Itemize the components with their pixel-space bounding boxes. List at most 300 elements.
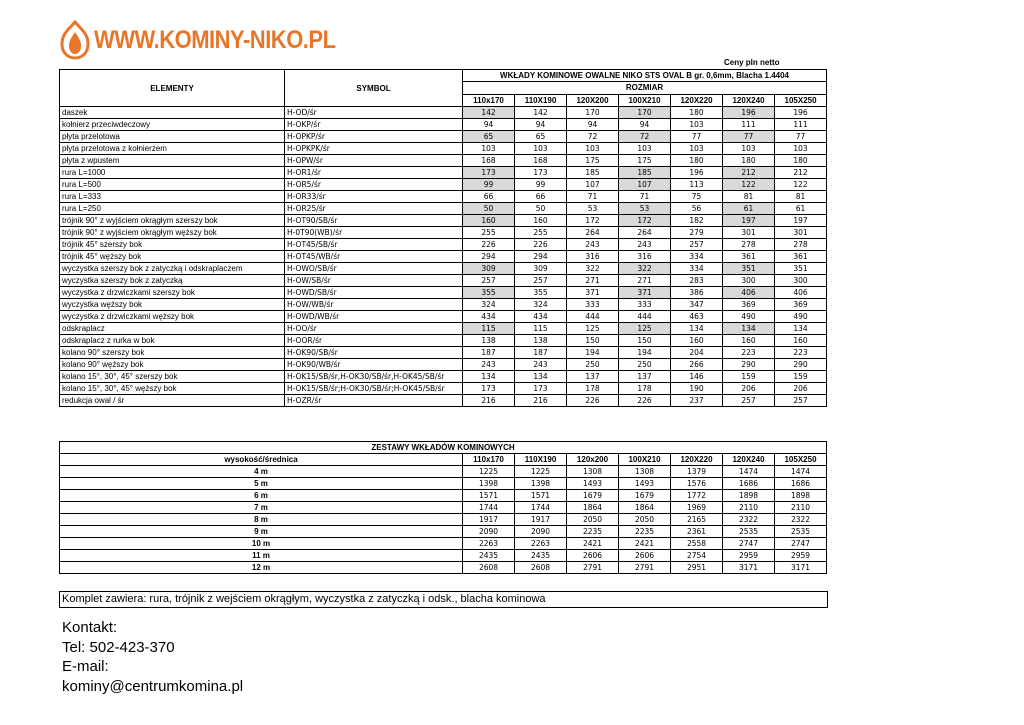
price-cell: 111	[723, 119, 775, 131]
price-cell: 150	[619, 335, 671, 347]
price-cell: 324	[515, 299, 567, 311]
price-cell: 168	[463, 155, 515, 167]
price-cell: 77	[775, 131, 827, 143]
table-row	[60, 538, 827, 550]
element-name: rura L=250	[60, 203, 285, 215]
element-symbol: H-OOR/śr	[285, 335, 463, 347]
element-symbol: H-OR1/śr	[285, 167, 463, 179]
contact-phone: Tel: 502-423-370	[62, 638, 175, 656]
element-name: rura L=333	[60, 191, 285, 203]
flame-logo-icon	[58, 20, 92, 60]
price-cell: 122	[775, 179, 827, 191]
price-cell: 226	[463, 239, 515, 251]
price-cell: 180	[775, 155, 827, 167]
price-cell: 322	[619, 263, 671, 275]
price-cell: 137	[567, 371, 619, 383]
element-symbol: H-OK15/SB/śr;H-OK30/SB/śr;H-OK45/SB/śr	[285, 383, 463, 395]
logo-text: WWW.KOMINY-NIKO.PL	[94, 25, 336, 54]
price-cell: 81	[723, 191, 775, 203]
element-name: wyczystka szerszy bok z zatyczką	[60, 275, 285, 287]
price-cell: 71	[619, 191, 671, 203]
elements-price-table	[59, 69, 827, 407]
table-row	[60, 347, 827, 359]
price-cell: 463	[671, 311, 723, 323]
price-cell: 125	[567, 323, 619, 335]
element-name: kolano 15°, 30°, 45° szerszy bok	[60, 371, 285, 383]
price-cell: 1917	[463, 514, 515, 526]
price-cell: 160	[671, 335, 723, 347]
price-cell: 2959	[723, 550, 775, 562]
size-header: 110X190	[515, 94, 567, 106]
table-row	[60, 119, 827, 131]
price-cell: 271	[619, 275, 671, 287]
price-cell: 278	[723, 239, 775, 251]
price-cell: 170	[619, 107, 671, 119]
price-cell: 294	[515, 251, 567, 263]
price-cell: 160	[515, 215, 567, 227]
price-cell: 50	[515, 203, 567, 215]
price-cell: 107	[619, 179, 671, 191]
price-cell: 1864	[567, 502, 619, 514]
price-cell: 99	[515, 179, 567, 191]
size-header: 105X250	[775, 454, 827, 466]
price-cell: 283	[671, 275, 723, 287]
price-cell: 61	[775, 203, 827, 215]
price-cell: 2165	[671, 514, 723, 526]
price-cell: 1225	[515, 466, 567, 478]
price-cell: 301	[723, 227, 775, 239]
price-cell: 146	[671, 371, 723, 383]
table-row	[60, 179, 827, 191]
size-header: 120X240	[723, 94, 775, 106]
price-cell: 2110	[723, 502, 775, 514]
price-cell: 94	[567, 119, 619, 131]
price-cell: 257	[775, 395, 827, 407]
price-cell: 223	[723, 347, 775, 359]
price-cell: 2791	[619, 562, 671, 574]
price-cell: 94	[463, 119, 515, 131]
price-cell: 160	[775, 335, 827, 347]
price-cell: 134	[723, 323, 775, 335]
price-cell: 1474	[775, 466, 827, 478]
table-row	[60, 215, 827, 227]
price-cell: 347	[671, 299, 723, 311]
table-row	[60, 490, 827, 502]
element-symbol: H-OZR/śr	[285, 395, 463, 407]
element-name: daszek	[60, 107, 285, 119]
element-symbol: H-OPKPK/śr	[285, 143, 463, 155]
element-symbol: H-OWD/SB/śr	[285, 287, 463, 299]
element-name: kolano 90° węższy bok	[60, 359, 285, 371]
price-cell: 172	[567, 215, 619, 227]
price-cell: 138	[515, 335, 567, 347]
element-symbol: H-OK90/SB/śr	[285, 347, 463, 359]
price-cell: 160	[463, 215, 515, 227]
element-symbol: H-OR25/śr	[285, 203, 463, 215]
element-name: wyczystka z drzwiczkami szerszy bok	[60, 287, 285, 299]
price-cell: 2110	[775, 502, 827, 514]
price-cell: 2608	[515, 562, 567, 574]
price-cell: 65	[515, 131, 567, 143]
contact-block	[62, 618, 243, 696]
element-symbol: H-OW/SB/śr	[285, 275, 463, 287]
price-cell: 2322	[775, 514, 827, 526]
price-cell: 333	[619, 299, 671, 311]
element-name: trójnik 45° szerszy bok	[60, 239, 285, 251]
price-cell: 2435	[463, 550, 515, 562]
price-cell: 173	[515, 167, 567, 179]
price-cell: 173	[515, 383, 567, 395]
table-row	[60, 227, 827, 239]
price-cell: 351	[723, 263, 775, 275]
price-cell: 122	[723, 179, 775, 191]
price-cell: 103	[567, 143, 619, 155]
price-cell: 250	[619, 359, 671, 371]
price-cell: 361	[723, 251, 775, 263]
price-cell: 2263	[463, 538, 515, 550]
price-cell: 300	[723, 275, 775, 287]
price-cell: 301	[775, 227, 827, 239]
element-name: wyczystka węższy bok	[60, 299, 285, 311]
price-cell: 172	[619, 215, 671, 227]
table-row	[60, 275, 827, 287]
price-cell: 113	[671, 179, 723, 191]
price-cell: 180	[671, 155, 723, 167]
price-cell: 264	[567, 227, 619, 239]
price-cell: 250	[567, 359, 619, 371]
element-name: wyczystka z drzwiczkami węższy bok	[60, 311, 285, 323]
price-cell: 1686	[723, 478, 775, 490]
price-cell: 72	[619, 131, 671, 143]
element-name: kołnierz przeciwdeczowy	[60, 119, 285, 131]
price-cell: 103	[515, 143, 567, 155]
element-symbol: H-OT45/SB/śr	[285, 239, 463, 251]
price-cell: 2322	[723, 514, 775, 526]
price-cell: 75	[671, 191, 723, 203]
size-header: 120X200	[567, 94, 619, 106]
price-cell: 2050	[619, 514, 671, 526]
price-cell: 2263	[515, 538, 567, 550]
table-row	[60, 131, 827, 143]
element-symbol: H-OPW/śr	[285, 155, 463, 167]
size-header: 110x170	[463, 454, 515, 466]
height-label: 12 m	[60, 562, 463, 574]
price-cell: 66	[463, 191, 515, 203]
price-cell: 3171	[723, 562, 775, 574]
price-cell: 237	[671, 395, 723, 407]
table-row	[60, 251, 827, 263]
price-cell: 138	[463, 335, 515, 347]
price-cell: 316	[619, 251, 671, 263]
price-cell: 1571	[463, 490, 515, 502]
price-cell: 103	[619, 143, 671, 155]
size-header: 105X250	[775, 94, 827, 106]
price-cell: 226	[619, 395, 671, 407]
price-cell: 187	[515, 347, 567, 359]
price-cell: 125	[619, 323, 671, 335]
table2-title: ZESTAWY WKŁADÓW KOMINOWYCH	[60, 442, 827, 454]
brand-logo	[58, 18, 336, 62]
price-cell: 226	[567, 395, 619, 407]
table-row	[60, 562, 827, 574]
price-cell: 185	[619, 167, 671, 179]
price-cell: 65	[463, 131, 515, 143]
price-cell: 190	[671, 383, 723, 395]
table1-title: WKŁADY KOMINOWE OWALNE NIKO STS OVAL B gr. 0,6mm, Blacha 1.4404	[463, 70, 827, 82]
element-symbol: H-OK15/SB/śr,H-OK30/SB/śr,H-OK45/SB/śr	[285, 371, 463, 383]
price-cell: 1493	[567, 478, 619, 490]
element-name: odskraplacz	[60, 323, 285, 335]
table-row	[60, 203, 827, 215]
price-cell: 77	[671, 131, 723, 143]
price-cell: 180	[671, 107, 723, 119]
price-cell: 175	[619, 155, 671, 167]
element-name: kolano 15°, 30°, 45° węższy bok	[60, 383, 285, 395]
price-cell: 1864	[619, 502, 671, 514]
price-cell: 134	[515, 371, 567, 383]
price-cell: 115	[515, 323, 567, 335]
price-cell: 175	[567, 155, 619, 167]
element-name: rura L=1000	[60, 167, 285, 179]
price-cell: 266	[671, 359, 723, 371]
contact-email-label: E-mail:	[62, 658, 109, 675]
price-cell: 1917	[515, 514, 567, 526]
price-cell: 194	[619, 347, 671, 359]
size-header: 110x170	[463, 94, 515, 106]
price-cell: 2090	[463, 526, 515, 538]
price-cell: 1571	[515, 490, 567, 502]
size-header: 120x200	[567, 454, 619, 466]
price-cell: 81	[775, 191, 827, 203]
price-cell: 56	[671, 203, 723, 215]
price-cell: 355	[463, 287, 515, 299]
price-cell: 1225	[463, 466, 515, 478]
price-cell: 243	[463, 359, 515, 371]
price-cell: 2747	[723, 538, 775, 550]
price-cell: 2959	[775, 550, 827, 562]
price-cell: 159	[723, 371, 775, 383]
price-cell: 137	[619, 371, 671, 383]
height-label: 7 m	[60, 502, 463, 514]
element-symbol: H-OK90/WB/śr	[285, 359, 463, 371]
size-header: 110X190	[515, 454, 567, 466]
price-cell: 173	[463, 167, 515, 179]
price-cell: 290	[723, 359, 775, 371]
price-cell: 197	[723, 215, 775, 227]
table-row	[60, 287, 827, 299]
size-header: 120X220	[671, 94, 723, 106]
price-cell: 1398	[515, 478, 567, 490]
price-cell: 71	[567, 191, 619, 203]
price-cell: 134	[671, 323, 723, 335]
price-cell: 290	[775, 359, 827, 371]
price-cell: 1772	[671, 490, 723, 502]
price-cell: 333	[567, 299, 619, 311]
price-cell: 371	[619, 287, 671, 299]
price-cell: 279	[671, 227, 723, 239]
element-symbol: H-OWO/SB/śr	[285, 263, 463, 275]
price-cell: 216	[515, 395, 567, 407]
table-row	[60, 155, 827, 167]
price-cell: 2090	[515, 526, 567, 538]
element-symbol: H-OW/WB/śr	[285, 299, 463, 311]
element-name: kolano 90° szerszy bok	[60, 347, 285, 359]
set-contents-note: Komplet zawiera: rura, trójnik z wejściem okrągłym, wyczystka z zatyczką i odsk., blacha kominowa	[59, 591, 828, 608]
table-row	[60, 143, 827, 155]
price-cell: 187	[463, 347, 515, 359]
price-cell: 185	[567, 167, 619, 179]
price-cell: 111	[775, 119, 827, 131]
col-header-elementy: ELEMENTY	[60, 70, 285, 107]
size-header: 120X220	[671, 454, 723, 466]
table-row	[60, 383, 827, 395]
sets-price-table	[59, 441, 827, 574]
price-cell: 444	[619, 311, 671, 323]
price-cell: 434	[463, 311, 515, 323]
price-cell: 1744	[515, 502, 567, 514]
price-cell: 271	[567, 275, 619, 287]
element-symbol: H-0T90(WB)/śr	[285, 227, 463, 239]
price-cell: 115	[463, 323, 515, 335]
price-cell: 355	[515, 287, 567, 299]
price-cell: 1744	[463, 502, 515, 514]
price-cell: 194	[567, 347, 619, 359]
price-cell: 150	[567, 335, 619, 347]
price-cell: 257	[515, 275, 567, 287]
price-cell: 103	[775, 143, 827, 155]
price-cell: 309	[463, 263, 515, 275]
element-symbol: H-OR33/śr	[285, 191, 463, 203]
table-row	[60, 167, 827, 179]
size-header: 120X240	[723, 454, 775, 466]
price-cell: 294	[463, 251, 515, 263]
table-row	[60, 107, 827, 119]
price-cell: 334	[671, 263, 723, 275]
price-cell: 264	[619, 227, 671, 239]
price-cell: 103	[671, 143, 723, 155]
element-name: płyta przelotowa z kołnierzem	[60, 143, 285, 155]
element-name: redukcja owal / śr	[60, 395, 285, 407]
table-row	[60, 550, 827, 562]
price-cell: 212	[723, 167, 775, 179]
table-row	[60, 263, 827, 275]
price-cell: 257	[723, 395, 775, 407]
element-name: płyta z wpustem	[60, 155, 285, 167]
price-cell: 142	[463, 107, 515, 119]
element-symbol: H-OT45/WB/śr	[285, 251, 463, 263]
price-cell: 2235	[567, 526, 619, 538]
height-label: 10 m	[60, 538, 463, 550]
table-row	[60, 323, 827, 335]
price-cell: 103	[463, 143, 515, 155]
price-cell: 243	[515, 359, 567, 371]
price-cell: 334	[671, 251, 723, 263]
price-cell: 1679	[619, 490, 671, 502]
price-cell: 196	[723, 107, 775, 119]
height-label: 11 m	[60, 550, 463, 562]
price-cell: 490	[775, 311, 827, 323]
price-cell: 216	[463, 395, 515, 407]
price-cell: 2791	[567, 562, 619, 574]
element-symbol: H-OT90/SB/śr	[285, 215, 463, 227]
price-cell: 386	[671, 287, 723, 299]
price-cell: 371	[567, 287, 619, 299]
price-cell: 196	[775, 107, 827, 119]
price-cell: 1898	[775, 490, 827, 502]
price-cell: 369	[723, 299, 775, 311]
price-cell: 1576	[671, 478, 723, 490]
height-label: 6 m	[60, 490, 463, 502]
price-cell: 243	[567, 239, 619, 251]
price-cell: 434	[515, 311, 567, 323]
price-cell: 278	[775, 239, 827, 251]
price-cell: 406	[723, 287, 775, 299]
price-cell: 316	[567, 251, 619, 263]
price-cell: 180	[723, 155, 775, 167]
table-row	[60, 239, 827, 251]
contact-heading: Kontakt:	[62, 619, 118, 636]
price-cell: 2606	[619, 550, 671, 562]
price-cell: 99	[463, 179, 515, 191]
price-cell: 2535	[775, 526, 827, 538]
price-cell: 206	[775, 383, 827, 395]
element-name: trójnik 90° z wyjściem okrągłym szerszy bok	[60, 215, 285, 227]
element-symbol: H-OD/śr	[285, 107, 463, 119]
price-cell: 1379	[671, 466, 723, 478]
price-cell: 107	[567, 179, 619, 191]
price-cell: 61	[723, 203, 775, 215]
price-cell: 72	[567, 131, 619, 143]
price-cell: 361	[775, 251, 827, 263]
price-cell: 243	[619, 239, 671, 251]
col-header-symbol: SYMBOL	[285, 70, 463, 107]
price-cell: 53	[567, 203, 619, 215]
price-cell: 178	[567, 383, 619, 395]
price-cell: 66	[515, 191, 567, 203]
price-cell: 300	[775, 275, 827, 287]
price-cell: 3171	[775, 562, 827, 574]
table-row	[60, 526, 827, 538]
price-cell: 1493	[619, 478, 671, 490]
price-cell: 257	[463, 275, 515, 287]
price-cell: 255	[463, 227, 515, 239]
element-symbol: H-OO/śr	[285, 323, 463, 335]
table-row	[60, 514, 827, 526]
price-cell: 2747	[775, 538, 827, 550]
price-cell: 257	[671, 239, 723, 251]
height-label: 4 m	[60, 466, 463, 478]
price-cell: 134	[463, 371, 515, 383]
price-cell: 2050	[567, 514, 619, 526]
element-symbol: H-OR5/śr	[285, 179, 463, 191]
table-row	[60, 191, 827, 203]
table-row	[60, 466, 827, 478]
price-cell: 1679	[567, 490, 619, 502]
price-cell: 50	[463, 203, 515, 215]
price-cell: 204	[671, 347, 723, 359]
height-label: 9 m	[60, 526, 463, 538]
price-cell: 2361	[671, 526, 723, 538]
size-header: 100X210	[619, 454, 671, 466]
price-cell: 173	[463, 383, 515, 395]
price-cell: 322	[567, 263, 619, 275]
price-cell: 226	[515, 239, 567, 251]
price-cell: 1308	[567, 466, 619, 478]
height-label: 5 m	[60, 478, 463, 490]
price-cell: 490	[723, 311, 775, 323]
price-cell: 324	[463, 299, 515, 311]
element-symbol: H-OPKP/śr	[285, 131, 463, 143]
